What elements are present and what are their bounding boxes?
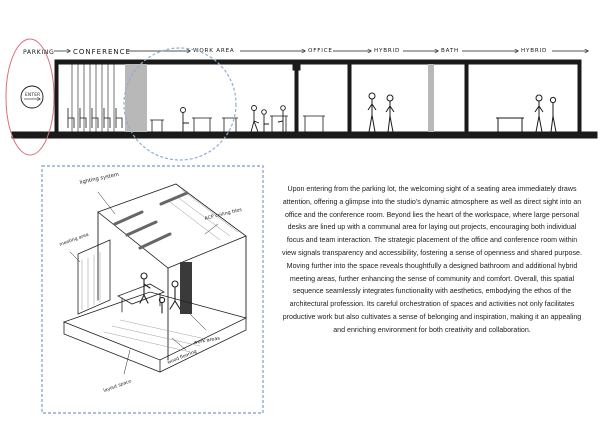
- work-desks: [150, 116, 325, 132]
- label-meeting: meeting area: [58, 232, 90, 248]
- hybrid-people: [368, 93, 556, 132]
- partition-office-b: [348, 64, 351, 132]
- label-wood: wood flooring: [166, 349, 198, 366]
- label-office: OFFICE: [308, 48, 333, 54]
- label-parking: PARKING: [23, 49, 55, 56]
- notch-office: [293, 64, 300, 70]
- wood-flooring: [104, 320, 210, 352]
- floor-slab: [12, 132, 597, 138]
- label-hybrid-1: HYBRID: [374, 48, 401, 54]
- label-lighting: lighting system: [79, 171, 120, 186]
- floor-plane: [64, 292, 246, 360]
- section-sequence: [23, 48, 588, 56]
- work-people: [181, 106, 286, 133]
- floor-slab-edge: [64, 318, 246, 372]
- label-layout: layout space: [102, 379, 133, 394]
- ceiling-plane: [98, 184, 246, 268]
- enter-circle: [21, 86, 43, 108]
- label-work-area: WORK AREA: [193, 48, 235, 54]
- label-acp: ACP ceiling tiles: [204, 207, 243, 222]
- column-shaded: [180, 262, 192, 314]
- description-text: Upon entering from the parking lot, the welcoming sight of a seating area immediately draws attention, offering a glimpse into the studio's dynamic atmosphere as well as direct sight into an office and the conference room. Beyond lies the heart of the workspace, where large personal desks are lined up with a communal area for laying out projects, encouraging both individual focus and team interaction. The strategic placement of the office and conference room within view signals transparency and accessibility, fostering a sense of openness and shared purpose. Moving further into the space reveals thoughtfully a designed bathroom and additional hybrid meeting areas, further enhancing the sense of community and comfort. Overall, this spatial sequence seamlessly integrates functionality with aesthetics, embodying the ethos of the architectural profession. Its careful orchestration of spaces and activities not only facilitates productive work but also cultivates a sense of belonging and inspiration, making it an appealing and enriching environment for both creativity and collaboration.: [282, 185, 582, 334]
- sketch-desk: [118, 284, 164, 312]
- core-conference: [125, 64, 147, 132]
- core-bath: [428, 64, 434, 132]
- partition-bath: [465, 64, 468, 132]
- conference-glazing: [72, 64, 114, 132]
- label-work: work areas: [193, 336, 221, 346]
- enter-label: ENTER: [25, 92, 41, 97]
- sketch-labels: [59, 172, 243, 394]
- light-fixtures: [115, 193, 187, 248]
- partition-office-a: [295, 64, 298, 132]
- label-bath: BATH: [441, 48, 460, 54]
- label-hybrid-2: HYBRID: [521, 48, 548, 54]
- wall-left: [55, 60, 58, 132]
- wall-right: [578, 60, 581, 132]
- zoom-box: [42, 166, 263, 413]
- roof-slab: [55, 60, 581, 64]
- building-section: [12, 60, 597, 138]
- enter-marker: [21, 86, 43, 108]
- label-conference: CONFERENCE: [73, 48, 131, 56]
